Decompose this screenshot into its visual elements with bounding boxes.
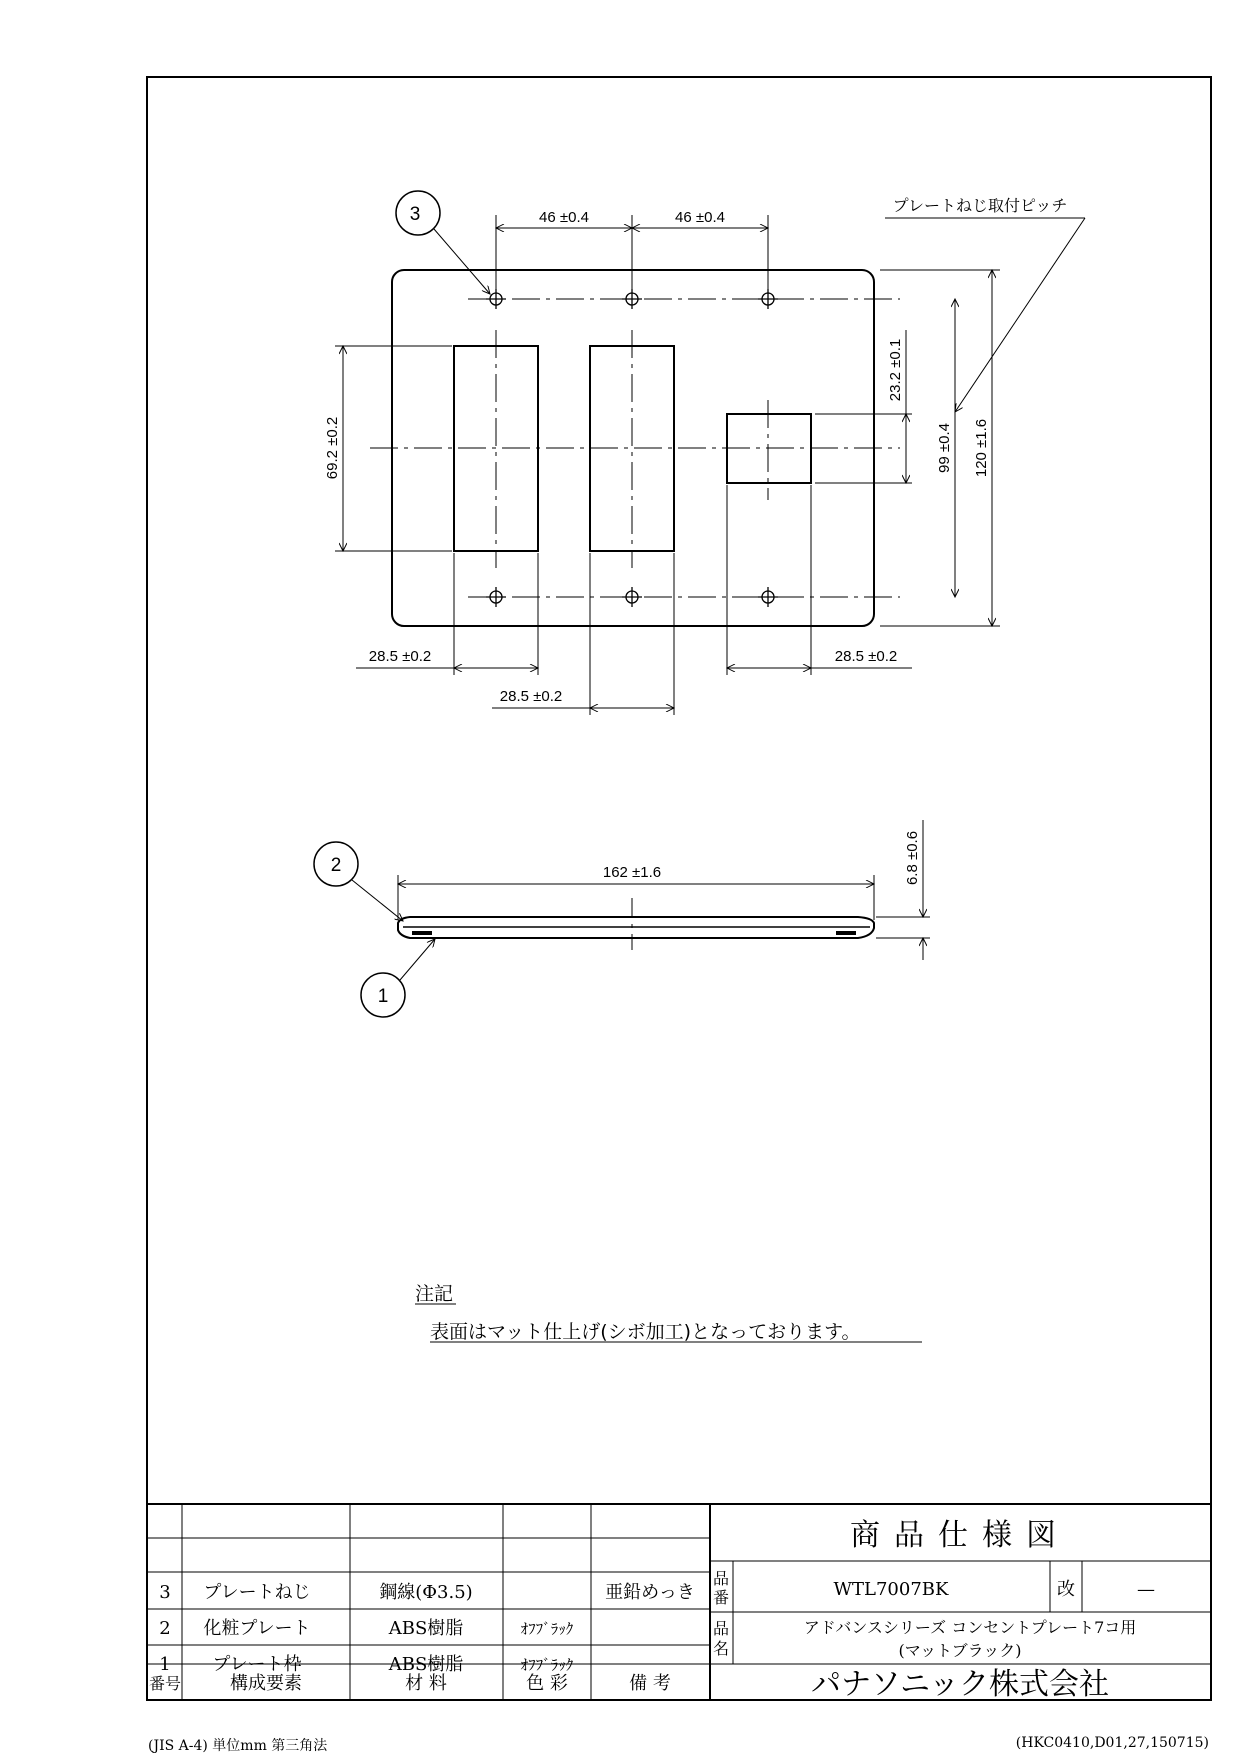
part-name-label-2: 名 [712, 1639, 730, 1658]
part-row-1-material: ABS樹脂 [388, 1654, 464, 1675]
drawing-frame [147, 77, 1211, 1700]
part-name-line2: (マットブラック) [898, 1641, 1022, 1660]
part-number: WTL7007BK [833, 1579, 949, 1600]
footer-standard: (JIS A-4) 単位mm 第三角法 [148, 1738, 328, 1754]
part-no-label-1: 品 [712, 1569, 730, 1588]
part-name-line1: アドバンスシリーズ コンセントプレート7コ用 [803, 1618, 1137, 1637]
dimension-text [324, 197, 1067, 1007]
notes-heading: 注記 [415, 1283, 454, 1305]
header-material: 材 料 [405, 1673, 447, 1694]
part-row-3-no: 3 [159, 1582, 171, 1603]
part-row-2-no: 2 [159, 1618, 171, 1639]
screw-pitch-label: プレートねじ取付ピッチ [892, 198, 1068, 215]
revision-label: 改 [1057, 1579, 1075, 1600]
dim-opening-width-right: 28.5 ±0.2 [834, 648, 898, 665]
screw-hole [622, 587, 642, 607]
revision-value: — [1137, 1579, 1155, 1600]
center-lines [370, 299, 900, 597]
callout-label: 1 [377, 986, 389, 1007]
dim-small-opening: 23.2 ±0.1 [887, 338, 904, 402]
extension-lines [335, 215, 1000, 715]
dim-thickness: 6.8 ±0.6 [904, 830, 921, 886]
part-row-3-component: プレートねじ [203, 1582, 311, 1603]
footer-code: (HKC0410,D01,27,150715) [1015, 1735, 1209, 1751]
dim-opening-width-center: 28.5 ±0.2 [499, 688, 563, 705]
part-row-3-remarks: 亜鉛めっき [605, 1582, 695, 1603]
dim-opening-width-left: 28.5 ±0.2 [368, 648, 432, 665]
header-remarks: 備 考 [629, 1673, 671, 1694]
part-row-1-no: 1 [159, 1654, 171, 1675]
dim-pitch-left: 46 ±0.4 [539, 209, 589, 226]
company-name: パナソニック株式会社 [811, 1667, 1109, 1702]
part-name-label-1: 品 [712, 1619, 730, 1638]
callout-label: 3 [409, 204, 421, 225]
callout-3-leader [434, 229, 490, 294]
part-no-label-2: 番 [712, 1588, 730, 1607]
drawing-title: 商品仕様図 [850, 1518, 1070, 1553]
dim-opening-height: 69.2 ±0.2 [324, 416, 341, 480]
part-row-1-component: プレート枠 [212, 1654, 302, 1675]
dim-plate-width: 162 ±1.6 [602, 864, 662, 881]
header-component: 構成要素 [230, 1673, 302, 1694]
callout-label: 2 [330, 855, 342, 876]
callout-2-leader [352, 880, 403, 921]
part-row-1-color: ｵﾌﾌﾞﾗｯｸ [520, 1656, 574, 1674]
title-block-text [149, 1518, 1155, 1702]
dim-screw-vertical-pitch: 99 ±0.4 [936, 423, 953, 473]
part-row-2-color: ｵﾌﾌﾞﾗｯｸ [520, 1620, 574, 1638]
part-row-2-component: 化粧プレート [203, 1618, 311, 1639]
header-color: 色 彩 [526, 1673, 568, 1694]
dim-pitch-right: 46 ±0.4 [675, 209, 725, 226]
header-no: 番号 [148, 1674, 182, 1693]
screw-hole [758, 587, 778, 607]
notes [415, 1283, 922, 1343]
dim-plate-height: 120 ±1.6 [973, 418, 990, 478]
part-row-2-material: ABS樹脂 [388, 1618, 464, 1639]
callout-1-leader [400, 939, 435, 980]
side-view [314, 820, 930, 1017]
notes-text: 表面はマット仕上げ(シボ加工)となっております。 [430, 1321, 861, 1343]
screw-hole [486, 587, 506, 607]
part-row-3-material: 鋼線(Φ3.5) [379, 1582, 473, 1603]
